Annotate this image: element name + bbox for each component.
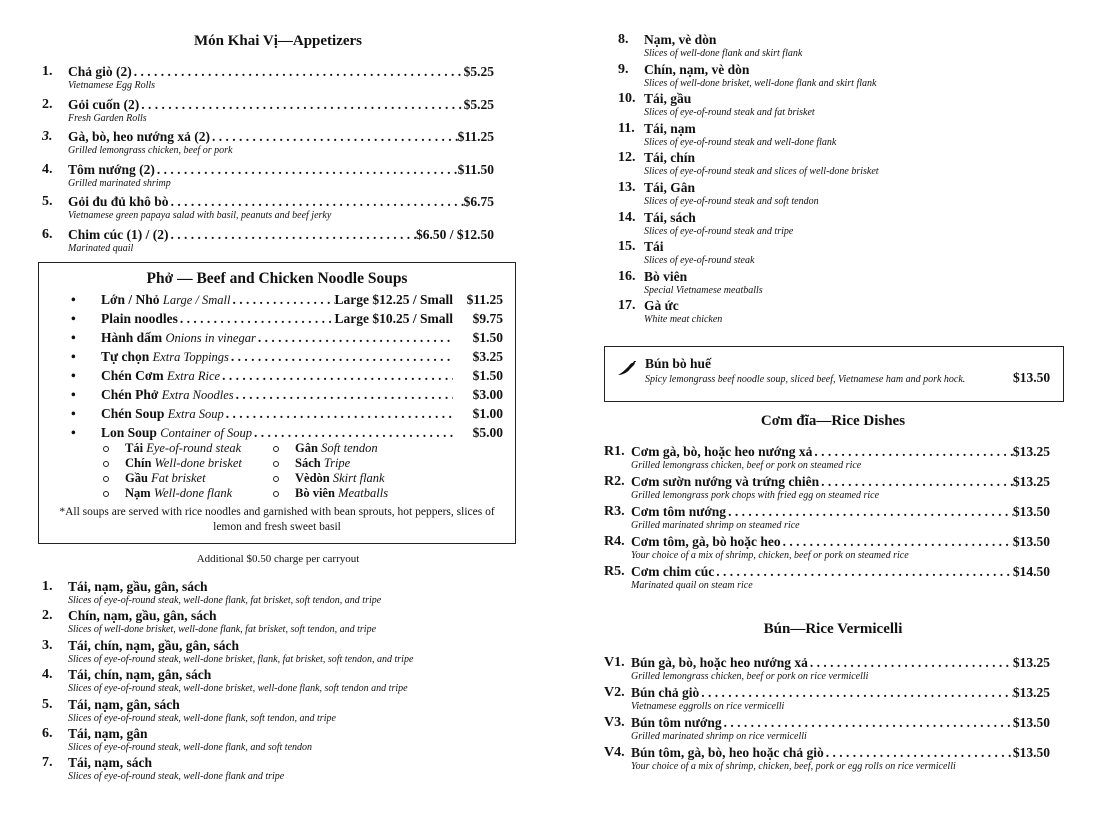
chili-pepper-icon bbox=[617, 361, 637, 377]
item-price: $13.25 bbox=[1012, 444, 1050, 459]
dot-leader bbox=[824, 745, 1013, 761]
list-item bbox=[604, 745, 1050, 775]
item-name: Tôm nướng (2) bbox=[68, 161, 155, 177]
item-price: $11.50 bbox=[457, 161, 494, 177]
item-english: Onions in vinegar bbox=[165, 331, 256, 345]
item-description: Marinated quail bbox=[68, 242, 134, 254]
item-number: V3. bbox=[604, 715, 625, 730]
dot-leader bbox=[256, 330, 453, 346]
item-english: Extra Noodles bbox=[161, 388, 234, 402]
item-name: Hành dấm bbox=[101, 330, 163, 345]
list-item bbox=[42, 129, 494, 162]
toppings-right bbox=[273, 441, 453, 501]
list-item bbox=[71, 292, 503, 311]
item-description: Special Vietnamese meatballs bbox=[644, 284, 763, 296]
dot-leader bbox=[699, 685, 1013, 701]
item-price: $13.50 bbox=[1012, 745, 1050, 760]
dot-leader bbox=[234, 387, 453, 403]
list-item bbox=[42, 579, 512, 608]
topping-english: Skirt flank bbox=[332, 471, 385, 485]
item-price: $3.25 bbox=[472, 349, 503, 364]
rice-heading: Cơm đĩa—Rice Dishes bbox=[760, 413, 906, 429]
item-number: R3. bbox=[604, 504, 625, 519]
item-name: Gà ức bbox=[644, 298, 679, 314]
item-description: Slices of eye-of-round steak and soft tendon bbox=[644, 195, 819, 207]
item-description: Slices of well-done brisket, well-done flank and skirt flank bbox=[644, 77, 877, 89]
dot-leader bbox=[808, 655, 1013, 671]
item-price: $13.25 bbox=[1012, 655, 1050, 670]
dot-leader bbox=[178, 311, 335, 327]
item-number: 3. bbox=[42, 129, 53, 144]
item-description: Slices of eye-of-round steak bbox=[644, 255, 755, 267]
item-description: Slices of eye-of-round steak, well-done flank, soft tendon, and tripe bbox=[68, 712, 336, 724]
rice-list bbox=[604, 444, 1050, 594]
list-item bbox=[103, 456, 283, 471]
item-price: $1.50 bbox=[472, 368, 503, 383]
list-item bbox=[618, 180, 1058, 210]
item-name: Tái, chín, nạm, gân, sách bbox=[68, 667, 212, 683]
item-name: Lớn / Nhỏ bbox=[101, 292, 160, 307]
item-number: 1. bbox=[42, 64, 53, 79]
item-description: Vietnamese green papaya salad with basil, peanuts and beef jerky bbox=[68, 210, 332, 221]
topping-name: Gầu bbox=[125, 471, 148, 485]
item-number: 9. bbox=[618, 61, 629, 77]
item-number: V4. bbox=[604, 745, 625, 760]
item-name: Chén Soup bbox=[101, 406, 165, 421]
item-name: Tự chọn bbox=[101, 349, 150, 364]
item-number: 16. bbox=[618, 268, 636, 284]
item-number: 12. bbox=[618, 150, 636, 166]
dot-leader bbox=[714, 564, 1013, 580]
item-price: $14.50 bbox=[1012, 564, 1050, 579]
item-name: Lon Soup bbox=[101, 425, 157, 440]
item-name: Tái, chín, nạm, gầu, gân, sách bbox=[68, 637, 240, 653]
dot-leader bbox=[230, 292, 334, 308]
topping-name: Bò viên bbox=[295, 486, 335, 500]
item-number: 8. bbox=[618, 32, 629, 47]
item-name: Bún chả giò bbox=[631, 685, 700, 700]
bullet-icon: • bbox=[71, 330, 76, 345]
item-name: Bún tôm nướng bbox=[631, 715, 722, 730]
item-description: Slices of well-done brisket, well-done flank, fat brisket, soft tendon, and tripe bbox=[68, 624, 377, 636]
item-number: 10. bbox=[618, 91, 636, 107]
circle-bullet-icon bbox=[273, 476, 279, 482]
list-item bbox=[618, 32, 1058, 62]
vermicelli-list bbox=[604, 655, 1050, 775]
list-item bbox=[604, 564, 1050, 594]
item-name: Cơm chim cúc bbox=[631, 564, 715, 579]
item-description: Grilled marinated shrimp on steamed rice bbox=[631, 520, 800, 531]
list-item bbox=[618, 121, 1058, 151]
list-item bbox=[42, 64, 494, 97]
list-item bbox=[42, 608, 512, 637]
item-description: Marinated quail on steam rice bbox=[631, 580, 753, 591]
pho-heading: Phở — Beef and Chicken Noodle Soups bbox=[146, 270, 408, 287]
dot-leader bbox=[224, 406, 453, 422]
bullet-icon: • bbox=[71, 368, 76, 383]
list-item bbox=[42, 755, 512, 784]
item-description: Grilled lemongrass pork chops with fried egg on steamed rice bbox=[631, 490, 880, 501]
list-item bbox=[42, 162, 494, 195]
dot-leader bbox=[722, 715, 1013, 731]
list-item bbox=[273, 486, 453, 501]
dot-leader bbox=[812, 444, 1013, 460]
item-name: Tái, nạm, gân, sách bbox=[68, 696, 180, 712]
item-number: 2. bbox=[42, 608, 53, 624]
item-price: $13.25 bbox=[1012, 474, 1050, 489]
vermicelli-heading: Bún—Rice Vermicelli bbox=[763, 621, 903, 637]
list-item bbox=[42, 227, 494, 260]
item-description: Slices of eye-of-round steak and slices of well-done brisket bbox=[644, 166, 879, 178]
topping-english: Soft tendon bbox=[321, 441, 378, 455]
list-item bbox=[42, 194, 494, 227]
item-price: $6.75 bbox=[463, 194, 494, 209]
bullet-icon: • bbox=[71, 349, 76, 364]
size-prices: Large $12.25 / Small bbox=[334, 292, 453, 307]
item-english: Extra Soup bbox=[167, 407, 224, 421]
item-description: Slices of eye-of-round steak and fat brisket bbox=[644, 107, 815, 119]
list-item bbox=[103, 486, 283, 501]
item-name: Chín, nạm, vè dòn bbox=[644, 61, 750, 77]
dot-leader bbox=[229, 349, 453, 365]
item-description: Your choice of a mix of shrimp, chicken, beef, pork or egg rolls on rice vermicelli bbox=[631, 761, 956, 772]
item-description: Grilled marinated shrimp on rice vermicelli bbox=[631, 731, 807, 742]
item-name: Bún gà, bò, hoặc heo nướng xả bbox=[631, 655, 808, 670]
item-name: Tái, gầu bbox=[644, 91, 692, 107]
list-item bbox=[604, 715, 1050, 745]
item-number: 4. bbox=[42, 161, 53, 177]
bun-bo-hue-box bbox=[604, 346, 1064, 402]
list-item bbox=[71, 311, 503, 330]
bun-bo-hue-description: Spicy lemongrass beef noodle soup, sliced beef, Vietnamese ham and pork hock. bbox=[645, 374, 966, 385]
dot-leader bbox=[139, 97, 463, 113]
list-item bbox=[273, 456, 453, 471]
item-number: 6. bbox=[42, 226, 53, 242]
pho-box bbox=[38, 262, 516, 544]
item-number: 11. bbox=[618, 120, 635, 136]
bullet-icon: • bbox=[71, 292, 76, 307]
appetizers-heading: Món Khai Vị—Appetizers bbox=[193, 33, 363, 49]
list-item bbox=[42, 697, 512, 726]
item-english: Extra Toppings bbox=[152, 350, 229, 364]
item-name: Bò viên bbox=[644, 268, 688, 284]
item-number: 15. bbox=[618, 239, 636, 255]
item-name: Nạm, vè dòn bbox=[644, 32, 717, 47]
item-description: Slices of eye-of-round steak, well-done flank, and soft tendon bbox=[68, 741, 313, 753]
dot-leader bbox=[220, 368, 453, 384]
appetizers-list bbox=[42, 64, 494, 259]
item-price: $11.25 bbox=[457, 129, 494, 144]
topping-name: Gân bbox=[295, 441, 318, 455]
item-number: R1. bbox=[604, 444, 625, 459]
dot-leader bbox=[132, 64, 464, 80]
item-price: $5.25 bbox=[463, 96, 494, 112]
bullet-icon: • bbox=[71, 406, 76, 421]
item-description: Slices of well-done flank and skirt flank bbox=[644, 48, 803, 59]
dot-leader bbox=[726, 504, 1013, 520]
item-price: $11.25 bbox=[466, 292, 503, 307]
item-number: 13. bbox=[618, 179, 636, 195]
list-item bbox=[42, 638, 512, 667]
list-item bbox=[103, 441, 283, 456]
item-price: $6.50 / $12.50 bbox=[415, 226, 494, 242]
list-item bbox=[604, 685, 1050, 715]
item-number: 17. bbox=[618, 298, 636, 314]
list-item bbox=[42, 667, 512, 696]
item-description: Grilled marinated shrimp bbox=[68, 177, 171, 189]
item-number: 1. bbox=[42, 579, 53, 594]
item-number: 5. bbox=[42, 194, 53, 209]
item-number: R5. bbox=[604, 564, 625, 579]
circle-bullet-icon bbox=[103, 491, 109, 497]
item-price: $13.50 bbox=[1012, 534, 1050, 549]
item-number: 6. bbox=[42, 725, 53, 741]
list-item bbox=[618, 269, 1058, 299]
item-name: Chén Phở bbox=[101, 387, 159, 402]
item-number: 4. bbox=[42, 667, 53, 683]
dot-leader bbox=[155, 162, 458, 178]
list-item bbox=[604, 444, 1050, 474]
item-price: $13.25 bbox=[1012, 685, 1050, 700]
list-item bbox=[42, 726, 512, 755]
item-price: $5.00 bbox=[472, 425, 503, 440]
item-price: $3.00 bbox=[472, 387, 503, 402]
list-item bbox=[618, 62, 1058, 92]
dot-leader bbox=[781, 534, 1013, 550]
item-name: Cơm sườn nướng và trứng chiên bbox=[631, 474, 820, 489]
item-name: Chim cúc (1) / (2) bbox=[68, 226, 169, 242]
item-name: Chín, nạm, gầu, gân, sách bbox=[68, 608, 217, 624]
item-description: Slices of eye-of-round steak and tripe bbox=[644, 225, 794, 237]
list-item bbox=[618, 150, 1058, 180]
circle-bullet-icon bbox=[103, 446, 109, 452]
item-name: Cơm tôm nướng bbox=[631, 504, 727, 519]
list-item bbox=[273, 441, 453, 456]
dot-leader bbox=[210, 129, 458, 145]
topping-english: Meatballs bbox=[338, 486, 389, 500]
item-name: Tái, Gân bbox=[644, 179, 696, 195]
list-item bbox=[604, 655, 1050, 685]
list-item bbox=[273, 471, 453, 486]
item-english: Extra Rice bbox=[166, 369, 221, 383]
item-name: Gà, bò, heo nướng xả (2) bbox=[68, 129, 210, 144]
item-price: $1.50 bbox=[472, 330, 503, 345]
list-item bbox=[71, 406, 503, 425]
topping-name: Nạm bbox=[125, 486, 151, 500]
bullet-icon: • bbox=[71, 311, 76, 326]
item-description: Slices of eye-of-round steak, well-done flank, fat brisket, soft tendon, and tripe bbox=[68, 595, 382, 606]
dot-leader bbox=[819, 474, 1013, 490]
item-name: Tái, nạm, sách bbox=[68, 755, 153, 771]
topping-english: Eye-of-round steak bbox=[146, 441, 242, 455]
pho-list bbox=[71, 292, 503, 444]
item-english: Large / Small bbox=[162, 293, 231, 307]
list-item bbox=[604, 504, 1050, 534]
bullet-icon: • bbox=[71, 425, 76, 440]
item-name: Tái, sách bbox=[644, 209, 696, 225]
item-name: Tái bbox=[644, 239, 664, 255]
item-name: Tái, nạm, gân bbox=[68, 725, 148, 741]
list-item bbox=[618, 210, 1058, 240]
list-item bbox=[618, 239, 1058, 269]
topping-name: Vèdòn bbox=[295, 471, 330, 485]
circle-bullet-icon bbox=[273, 491, 279, 497]
item-name: Chả giò (2) bbox=[68, 64, 132, 79]
list-item bbox=[71, 330, 503, 349]
item-name: Chén Cơm bbox=[101, 368, 164, 383]
bun-bo-hue-price: $13.50 bbox=[1013, 370, 1051, 385]
item-number: 14. bbox=[618, 209, 636, 225]
topping-english: Well-done flank bbox=[153, 486, 233, 500]
pho-combos-left-list bbox=[42, 579, 512, 785]
topping-name: Tái bbox=[125, 441, 144, 455]
item-price: $13.50 bbox=[1012, 504, 1050, 519]
item-description: Grilled lemongrass chicken, beef or pork on steamed rice bbox=[631, 460, 862, 471]
carryout-note: Additional $0.50 charge per carryout bbox=[196, 553, 360, 565]
circle-bullet-icon bbox=[103, 461, 109, 467]
item-description: Slices of eye-of-round steak, well-done brisket, flank, fat brisket, soft tendon, and tripe bbox=[68, 653, 414, 665]
item-name: Cơm tôm, gà, bò hoặc heo bbox=[631, 534, 781, 549]
bun-bo-hue-name: Bún bò huế bbox=[645, 356, 712, 371]
item-description: Vietnamese eggrolls on rice vermicelli bbox=[631, 701, 785, 712]
item-number: R4. bbox=[604, 534, 625, 549]
dot-leader bbox=[168, 227, 416, 243]
item-description: White meat chicken bbox=[644, 314, 723, 326]
topping-english: Well-done brisket bbox=[154, 456, 242, 470]
list-item bbox=[604, 534, 1050, 564]
item-description: Slices of eye-of-round steak, well-done flank and tripe bbox=[68, 771, 285, 783]
item-price: $1.00 bbox=[472, 406, 503, 421]
item-name: Gỏi cuốn (2) bbox=[68, 96, 140, 112]
item-number: R2. bbox=[604, 474, 625, 489]
item-name: Tái, nạm, gầu, gân, sách bbox=[68, 579, 208, 594]
list-item bbox=[71, 349, 503, 368]
toppings-left bbox=[103, 441, 283, 501]
item-description: Your choice of a mix of shrimp, chicken, beef or pork on steamed rice bbox=[631, 550, 909, 561]
list-item bbox=[71, 368, 503, 387]
item-price: $9.75 bbox=[472, 311, 503, 326]
item-number: 7. bbox=[42, 755, 53, 771]
topping-name: Chín bbox=[125, 456, 152, 470]
circle-bullet-icon bbox=[273, 446, 279, 452]
topping-name: Sách bbox=[295, 456, 321, 470]
item-description: Grilled lemongrass chicken, beef or pork bbox=[68, 145, 233, 156]
item-english: Container of Soup bbox=[160, 426, 252, 440]
item-name: Gỏi đu đủ khô bò bbox=[68, 194, 169, 209]
list-item bbox=[71, 387, 503, 406]
item-number: V1. bbox=[604, 655, 625, 670]
pho-combos-right-list bbox=[618, 32, 1058, 328]
topping-english: Tripe bbox=[323, 456, 351, 470]
list-item bbox=[604, 474, 1050, 504]
item-number: 5. bbox=[42, 696, 53, 712]
item-name: Plain noodles bbox=[101, 311, 178, 326]
circle-bullet-icon bbox=[273, 461, 279, 467]
dot-leader bbox=[252, 425, 453, 441]
list-item bbox=[618, 91, 1058, 121]
item-description: Slices of eye-of-round steak and well-done flank bbox=[644, 136, 837, 148]
list-item bbox=[42, 97, 494, 130]
circle-bullet-icon bbox=[103, 476, 109, 482]
item-description: Grilled lemongrass chicken, beef or pork on rice vermicelli bbox=[631, 671, 869, 682]
list-item bbox=[103, 471, 283, 486]
item-description: Slices of eye-of-round steak, well-done brisket, well-done flank, soft tendon and tripe bbox=[68, 683, 408, 695]
item-price: $13.50 bbox=[1012, 715, 1050, 730]
serving-note: *All soups are served with rice noodles and garnished with bean sprouts, hot peppers, slices of lemon and fresh sweet basil bbox=[59, 506, 495, 533]
item-name: Tái, nạm bbox=[644, 120, 696, 136]
list-item bbox=[618, 298, 1058, 328]
item-description: Vietnamese Egg Rolls bbox=[68, 80, 156, 91]
bullet-icon: • bbox=[71, 387, 76, 402]
item-name: Bún tôm, gà, bò, heo hoặc chả giò bbox=[631, 745, 824, 760]
item-name: Cơm gà, bò, hoặc heo nướng xả bbox=[631, 444, 813, 459]
item-name: Tái, chín bbox=[644, 150, 696, 166]
size-prices: Large $10.25 / Small bbox=[334, 311, 453, 326]
item-number: 2. bbox=[42, 96, 53, 112]
item-price: $5.25 bbox=[463, 64, 494, 79]
item-number: 3. bbox=[42, 637, 53, 653]
item-number: V2. bbox=[604, 685, 625, 700]
topping-english: Fat brisket bbox=[151, 471, 206, 485]
dot-leader bbox=[169, 194, 464, 210]
item-description: Fresh Garden Rolls bbox=[68, 112, 147, 124]
